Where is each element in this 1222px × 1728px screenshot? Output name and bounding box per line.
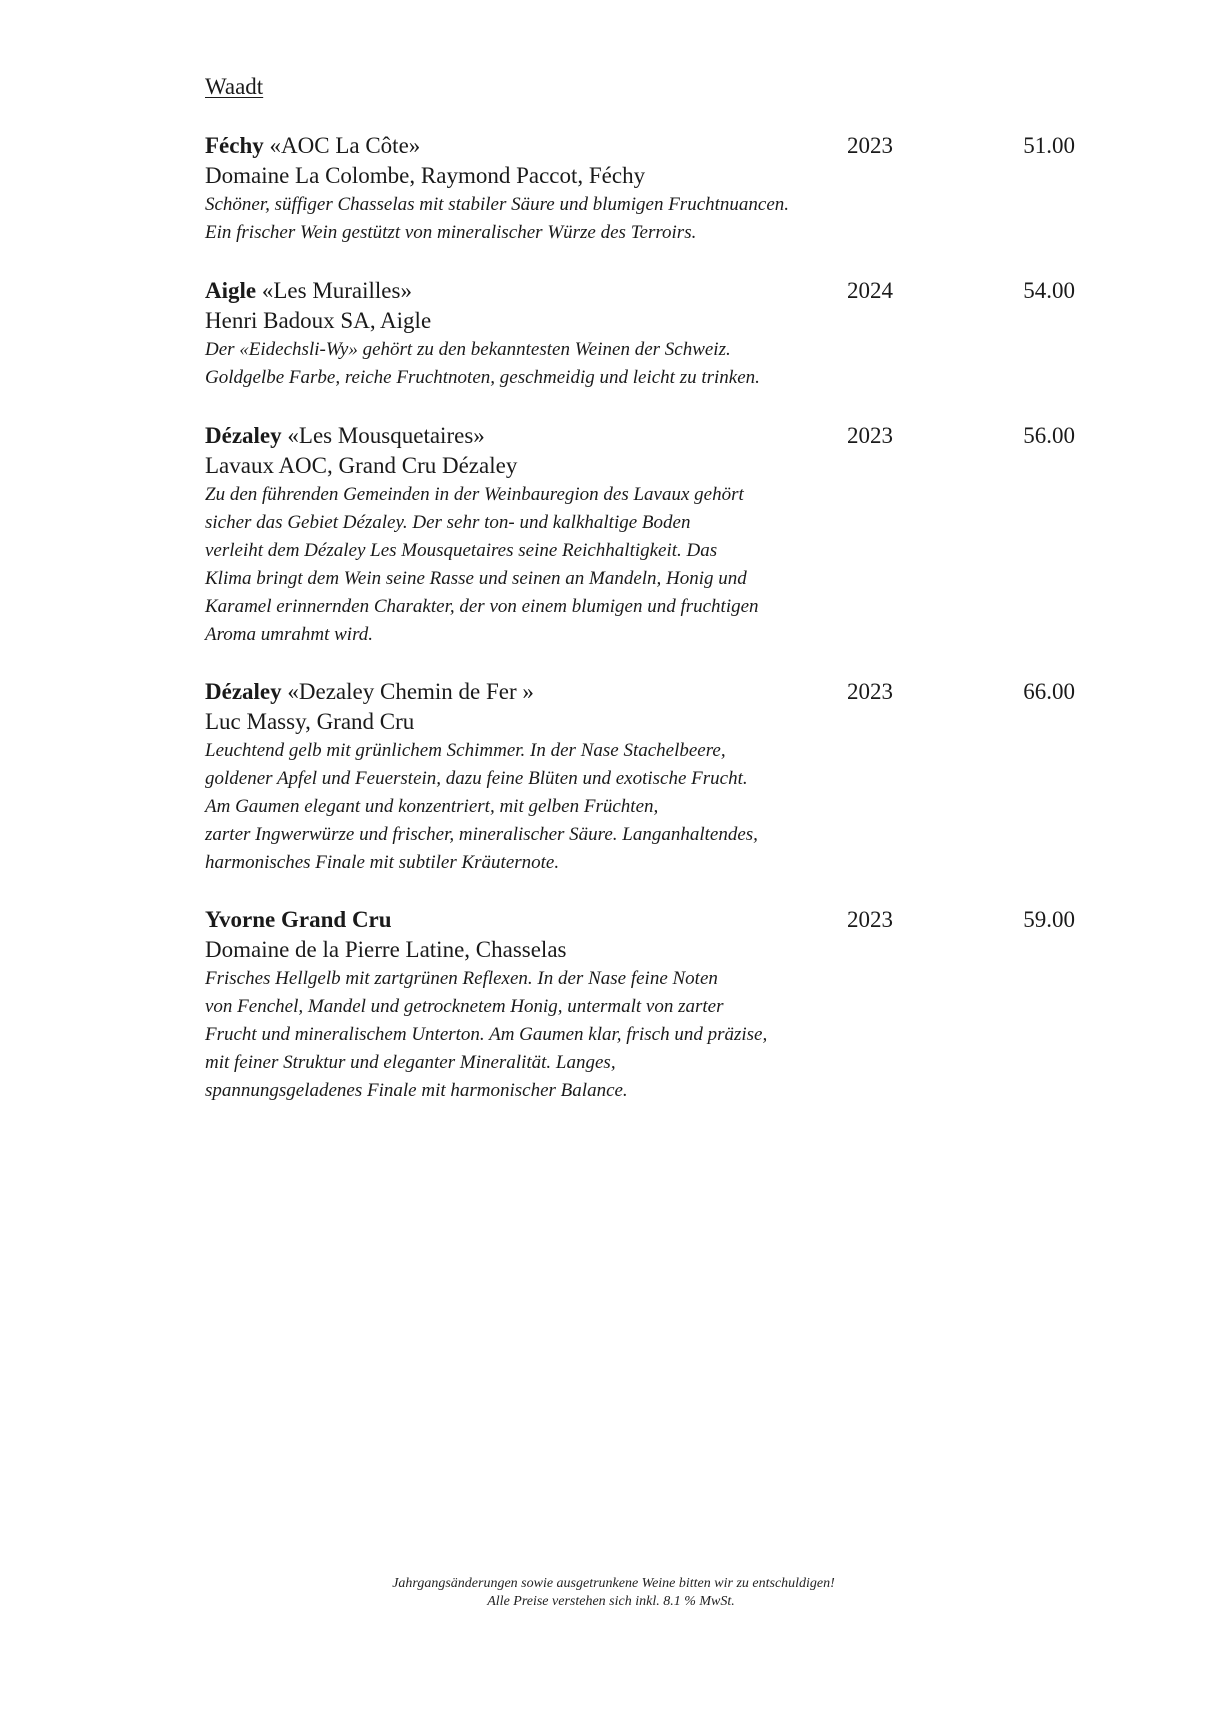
- wine-year: 2024: [847, 278, 893, 303]
- wine-title: [205, 421, 1075, 451]
- wine-description: [205, 737, 845, 877]
- description-line: goldener Apfel und Feuerstein, dazu feine Blüten und exotische Frucht.: [205, 768, 748, 789]
- footer-line-2: Alle Preise verstehen sich inkl. 8.1 % MwSt.: [487, 1594, 735, 1609]
- wine-entry: [205, 905, 1075, 1105]
- wine-entry: [205, 421, 1075, 649]
- wine-entry: [205, 131, 1075, 247]
- description-line: Frisches Hellgelb mit zartgrünen Reflexen. In der Nase feine Noten: [205, 968, 718, 989]
- description-line: Der «Eidechsli-Wy» gehört zu den bekanntesten Weinen der Schweiz.: [205, 339, 731, 360]
- wine-name: Aigle: [205, 278, 257, 303]
- wine-year: 2023: [847, 679, 893, 704]
- description-line: sicher das Gebiet Dézaley. Der sehr ton- und kalkhaltige Boden: [205, 512, 691, 533]
- wine-entry: [205, 677, 1075, 877]
- footer-line-1: Jahrgangsänderungen sowie ausgetrunkene Weine bitten wir zu entschuldigen!: [392, 1576, 835, 1591]
- description-line: Ein frischer Wein gestützt von mineralischer Würze des Terroirs.: [205, 222, 697, 243]
- wine-name: Dézaley: [205, 423, 282, 448]
- wine-year: 2023: [847, 423, 893, 448]
- wine-producer: Luc Massy, Grand Cru: [205, 709, 415, 734]
- wine-producer: Domaine de la Pierre Latine, Chasselas: [205, 937, 567, 962]
- description-line: von Fenchel, Mandel und getrocknetem Honig, untermalt von zarter: [205, 996, 724, 1017]
- description-line: Goldgelbe Farbe, reiche Fruchtnoten, geschmeidig und leicht zu trinken.: [205, 367, 760, 388]
- footer-note: [0, 1575, 1222, 1611]
- wine-producer: Domaine La Colombe, Raymond Paccot, Féchy: [205, 163, 646, 188]
- description-line: Aroma umrahmt wird.: [205, 624, 374, 645]
- wine-title: [205, 677, 1075, 707]
- wine-description: [205, 191, 845, 247]
- description-line: mit feiner Struktur und eleganter Mineralität. Langes,: [205, 1052, 616, 1073]
- description-line: Klima bringt dem Wein seine Rasse und seinen an Mandeln, Honig und: [205, 568, 747, 589]
- description-line: zarter Ingwerwürze und frischer, mineralischer Säure. Langanhaltendes,: [205, 824, 758, 845]
- description-line: Zu den führenden Gemeinden in der Weinbauregion des Lavaux gehört: [205, 484, 744, 505]
- wine-description: [205, 481, 845, 649]
- wine-title: [205, 905, 1075, 935]
- wine-name: Dézaley: [205, 679, 282, 704]
- wine-appellation: «AOC La Côte»: [269, 133, 421, 158]
- wine-appellation: «Dezaley Chemin de Fer »: [287, 679, 534, 704]
- wine-appellation: «Les Mousquetaires»: [287, 423, 485, 448]
- description-line: Leuchtend gelb mit grünlichem Schimmer. In der Nase Stachelbeere,: [205, 740, 726, 761]
- wine-description: [205, 965, 845, 1105]
- description-line: harmonisches Finale mit subtiler Kräuternote.: [205, 852, 560, 873]
- description-line: Schöner, süffiger Chasselas mit stabiler Säure und blumigen Fruchtnuancen.: [205, 194, 790, 215]
- description-line: Am Gaumen elegant und konzentriert, mit gelben Früchten,: [205, 796, 659, 817]
- wine-year: 2023: [847, 907, 893, 932]
- wine-producer: Lavaux AOC, Grand Cru Dézaley: [205, 453, 518, 478]
- wine-description: [205, 336, 845, 392]
- wine-price: 54.00: [1023, 278, 1075, 303]
- wine-entry: [205, 276, 1075, 392]
- wine-appellation: «Les Murailles»: [261, 278, 412, 303]
- wine-producer: Henri Badoux SA, Aigle: [205, 308, 432, 333]
- description-line: Frucht und mineralischem Unterton. Am Gaumen klar, frisch und präzise,: [205, 1024, 768, 1045]
- wine-price: 56.00: [1023, 423, 1075, 448]
- description-line: Karamel erinnernden Charakter, der von einem blumigen und fruchtigen: [205, 596, 759, 617]
- wine-price: 66.00: [1023, 679, 1075, 704]
- wine-name: Yvorne Grand Cru: [205, 907, 392, 932]
- wine-price: 51.00: [1023, 133, 1075, 158]
- wine-title: [205, 131, 1075, 161]
- wine-year: 2023: [847, 133, 893, 158]
- description-line: spannungsgeladenes Finale mit harmonischer Balance.: [205, 1080, 628, 1101]
- wine-title: [205, 276, 1075, 306]
- wine-name: Féchy: [205, 133, 264, 158]
- section-title: Waadt: [205, 74, 264, 99]
- wine-price: 59.00: [1023, 907, 1075, 932]
- description-line: verleiht dem Dézaley Les Mousquetaires seine Reichhaltigkeit. Das: [205, 540, 718, 561]
